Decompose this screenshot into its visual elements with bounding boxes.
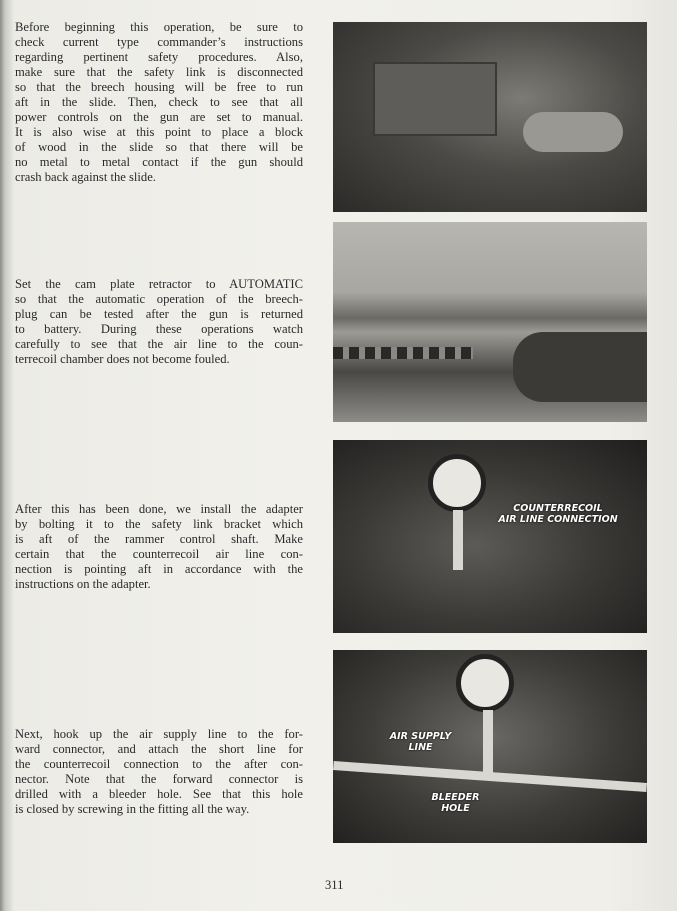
- text-line: the counterrecoil connection to the after con-: [15, 757, 303, 771]
- text-line: After this has been done, we install the adapter: [15, 502, 303, 516]
- text-line: is closed by screwing in the fitting all the way.: [15, 802, 250, 816]
- paragraph-safety-prep: [15, 20, 303, 185]
- photo-cylinder: [523, 112, 623, 152]
- text-line: drilled with a bleeder hole. See that this hole: [15, 787, 303, 801]
- paragraph-cam-plate: [15, 277, 303, 367]
- text-line: instructions on the adapter.: [15, 577, 151, 591]
- text-line: crash back against the slide.: [15, 170, 156, 184]
- photo-adapter-installed: [333, 440, 647, 633]
- text-line: aft in the slide. Then, check to see that all: [15, 95, 303, 109]
- text-line: It is also wise at this point to place a block: [15, 125, 303, 139]
- text-line: Next, hook up the air supply line to the for-: [15, 727, 303, 741]
- photo-fitting: [453, 510, 463, 570]
- text-line: nector. Note that the forward connector is: [15, 772, 303, 786]
- text-line: ward connector, and attach the short line for: [15, 742, 303, 756]
- text-line: carefully to see that the air line to the coun-: [15, 337, 303, 351]
- text-line: nection is pointing aft in accordance with the: [15, 562, 303, 576]
- photo-cam-plate-retractor: [333, 222, 647, 422]
- label-counterrecoil-connection: COUNTERRECOIL AIR LINE CONNECTION: [498, 503, 618, 525]
- page-number: 311: [325, 878, 344, 892]
- text-line: by bolting it to the safety link bracket which: [15, 517, 303, 531]
- text-line: power controls on the gun are set to manual.: [15, 110, 303, 124]
- paragraph-air-supply: [15, 727, 303, 817]
- text-line: Set the cam plate retractor to AUTOMATIC: [15, 277, 303, 291]
- text-line: terrecoil chamber does not become fouled.: [15, 352, 230, 366]
- text-line: no metal to metal contact if the gun should: [15, 155, 303, 169]
- label-air-supply-line: AIR SUPPLY LINE: [389, 731, 452, 753]
- label-bleeder-hole: BLEEDER HOLE: [431, 792, 480, 814]
- text-line: Before beginning this operation, be sure to: [15, 20, 303, 34]
- paragraph-install-adapter: [15, 502, 303, 592]
- photo-chamber: [513, 332, 647, 402]
- photo-fitting: [483, 710, 493, 780]
- photo-battery-box: [373, 62, 497, 136]
- text-line: regarding pertinent safety procedures. Also,: [15, 50, 303, 64]
- pressure-gauge: [428, 454, 486, 512]
- text-line: of wood in the slide so that there will be: [15, 140, 303, 154]
- pressure-gauge: [456, 654, 514, 712]
- photo-chain: [333, 347, 473, 359]
- photo-air-supply-hookup: [333, 650, 647, 843]
- text-line: certain that the counterrecoil air line con-: [15, 547, 303, 561]
- text-line: so that the automatic operation of the breech-: [15, 292, 303, 306]
- text-line: is aft of the rammer control shaft. Make: [15, 532, 303, 546]
- photo-safety-link: [333, 22, 647, 212]
- text-line: so that the breech housing will be free to run: [15, 80, 303, 94]
- text-line: check current type commander’s instructions: [15, 35, 303, 49]
- text-line: plug can be tested after the gun is returned: [15, 307, 303, 321]
- text-line: make sure that the safety link is disconnected: [15, 65, 303, 79]
- text-line: to battery. During these operations watch: [15, 322, 303, 336]
